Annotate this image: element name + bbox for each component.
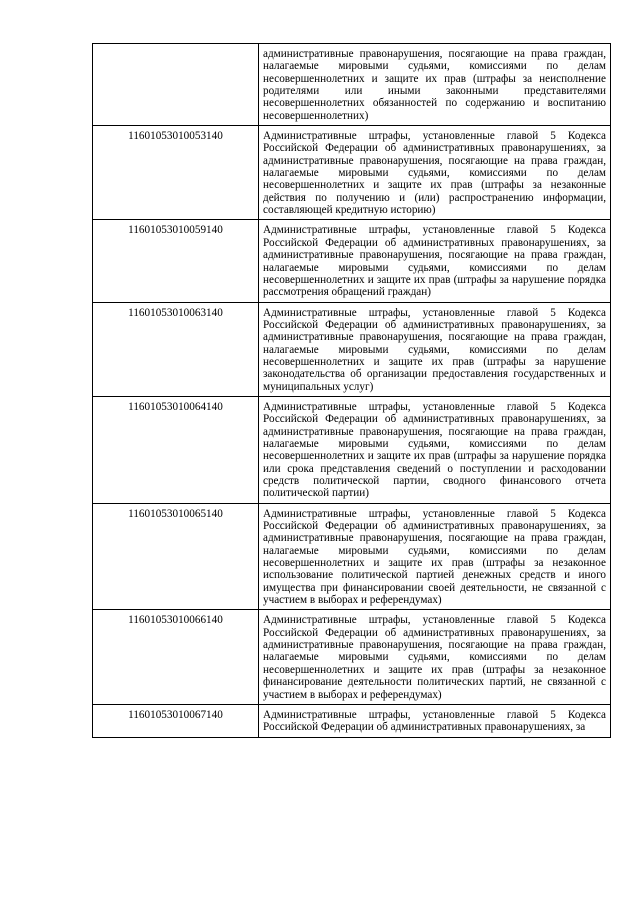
description-cell: Административные штрафы, установленные главой 5 Кодекса Российской Федерации об административных правонарушениях, за административные правонарушения, посягающие на права граждан, налагаемые мировыми судьями, комиссиями по делам несовершеннолетних и защите их прав (штрафы за незаконное использование политической партией денежных средств и иного имущества при финансировании своей деятельности, не связанной с участием в выборах и референдумах) (259, 503, 611, 610)
table-row (93, 396, 611, 503)
table-row (93, 126, 611, 220)
code-cell: 11601053010066140 (93, 610, 259, 704)
table-row (93, 220, 611, 302)
code-cell: 11601053010065140 (93, 503, 259, 610)
description-cell: Административные штрафы, установленные главой 5 Кодекса Российской Федерации об административных правонарушениях, за административные правонарушения, посягающие на права граждан, налагаемые мировыми судьями, комиссиями по делам несовершеннолетних и защите их прав (штрафы за нарушение порядка или срока представления сведений о поступлении и расходовании средств политической партии, сводного финансового отчета политической партии) (259, 396, 611, 503)
table-row (93, 302, 611, 396)
code-cell (93, 44, 259, 126)
table-row (93, 44, 611, 126)
description-cell: Административные штрафы, установленные главой 5 Кодекса Российской Федерации об административных правонарушениях, за административные правонарушения, посягающие на права граждан, налагаемые мировыми судьями, комиссиями по делам несовершеннолетних и защите их прав (штрафы за нарушение порядка рассмотрения обращений граждан) (259, 220, 611, 302)
description-cell: административные правонарушения, посягающие на права граждан, налагаемые мировыми судьями, комиссиями по делам несовершеннолетних и защите их прав (штрафы за неисполнение родителями или иными законными представителями несовершеннолетних обязанностей по содержанию и воспитанию несовершеннолетних) (259, 44, 611, 126)
description-cell: Административные штрафы, установленные главой 5 Кодекса Российской Федерации об административных правонарушениях, за административные правонарушения, посягающие на права граждан, налагаемые мировыми судьями, комиссиями по делам несовершеннолетних и защите их прав (штрафы за нарушение законодательства об организации предоставления государственных и муниципальных услуг) (259, 302, 611, 396)
table-row (93, 704, 611, 737)
code-cell: 11601053010059140 (93, 220, 259, 302)
code-cell: 11601053010067140 (93, 704, 259, 737)
code-cell: 11601053010063140 (93, 302, 259, 396)
table-row (93, 503, 611, 610)
description-cell: Административные штрафы, установленные главой 5 Кодекса Российской Федерации об административных правонарушениях, за (259, 704, 611, 737)
code-cell: 11601053010053140 (93, 126, 259, 220)
table-row (93, 610, 611, 704)
description-cell: Административные штрафы, установленные главой 5 Кодекса Российской Федерации об административных правонарушениях, за административные правонарушения, посягающие на права граждан, налагаемые мировыми судьями, комиссиями по делам несовершеннолетних и защите их прав (штрафы за незаконное финансирование деятельности политических партий, не связанной с участием в выборах и референдумах) (259, 610, 611, 704)
budget-code-table (92, 43, 611, 738)
description-cell: Административные штрафы, установленные главой 5 Кодекса Российской Федерации об административных правонарушениях, за административные правонарушения, посягающие на права граждан, налагаемые мировыми судьями, комиссиями по делам несовершеннолетних и защите их прав (штрафы за незаконные действия по получению и (или) распространению информации, составляющей кредитную историю) (259, 126, 611, 220)
code-cell: 11601053010064140 (93, 396, 259, 503)
